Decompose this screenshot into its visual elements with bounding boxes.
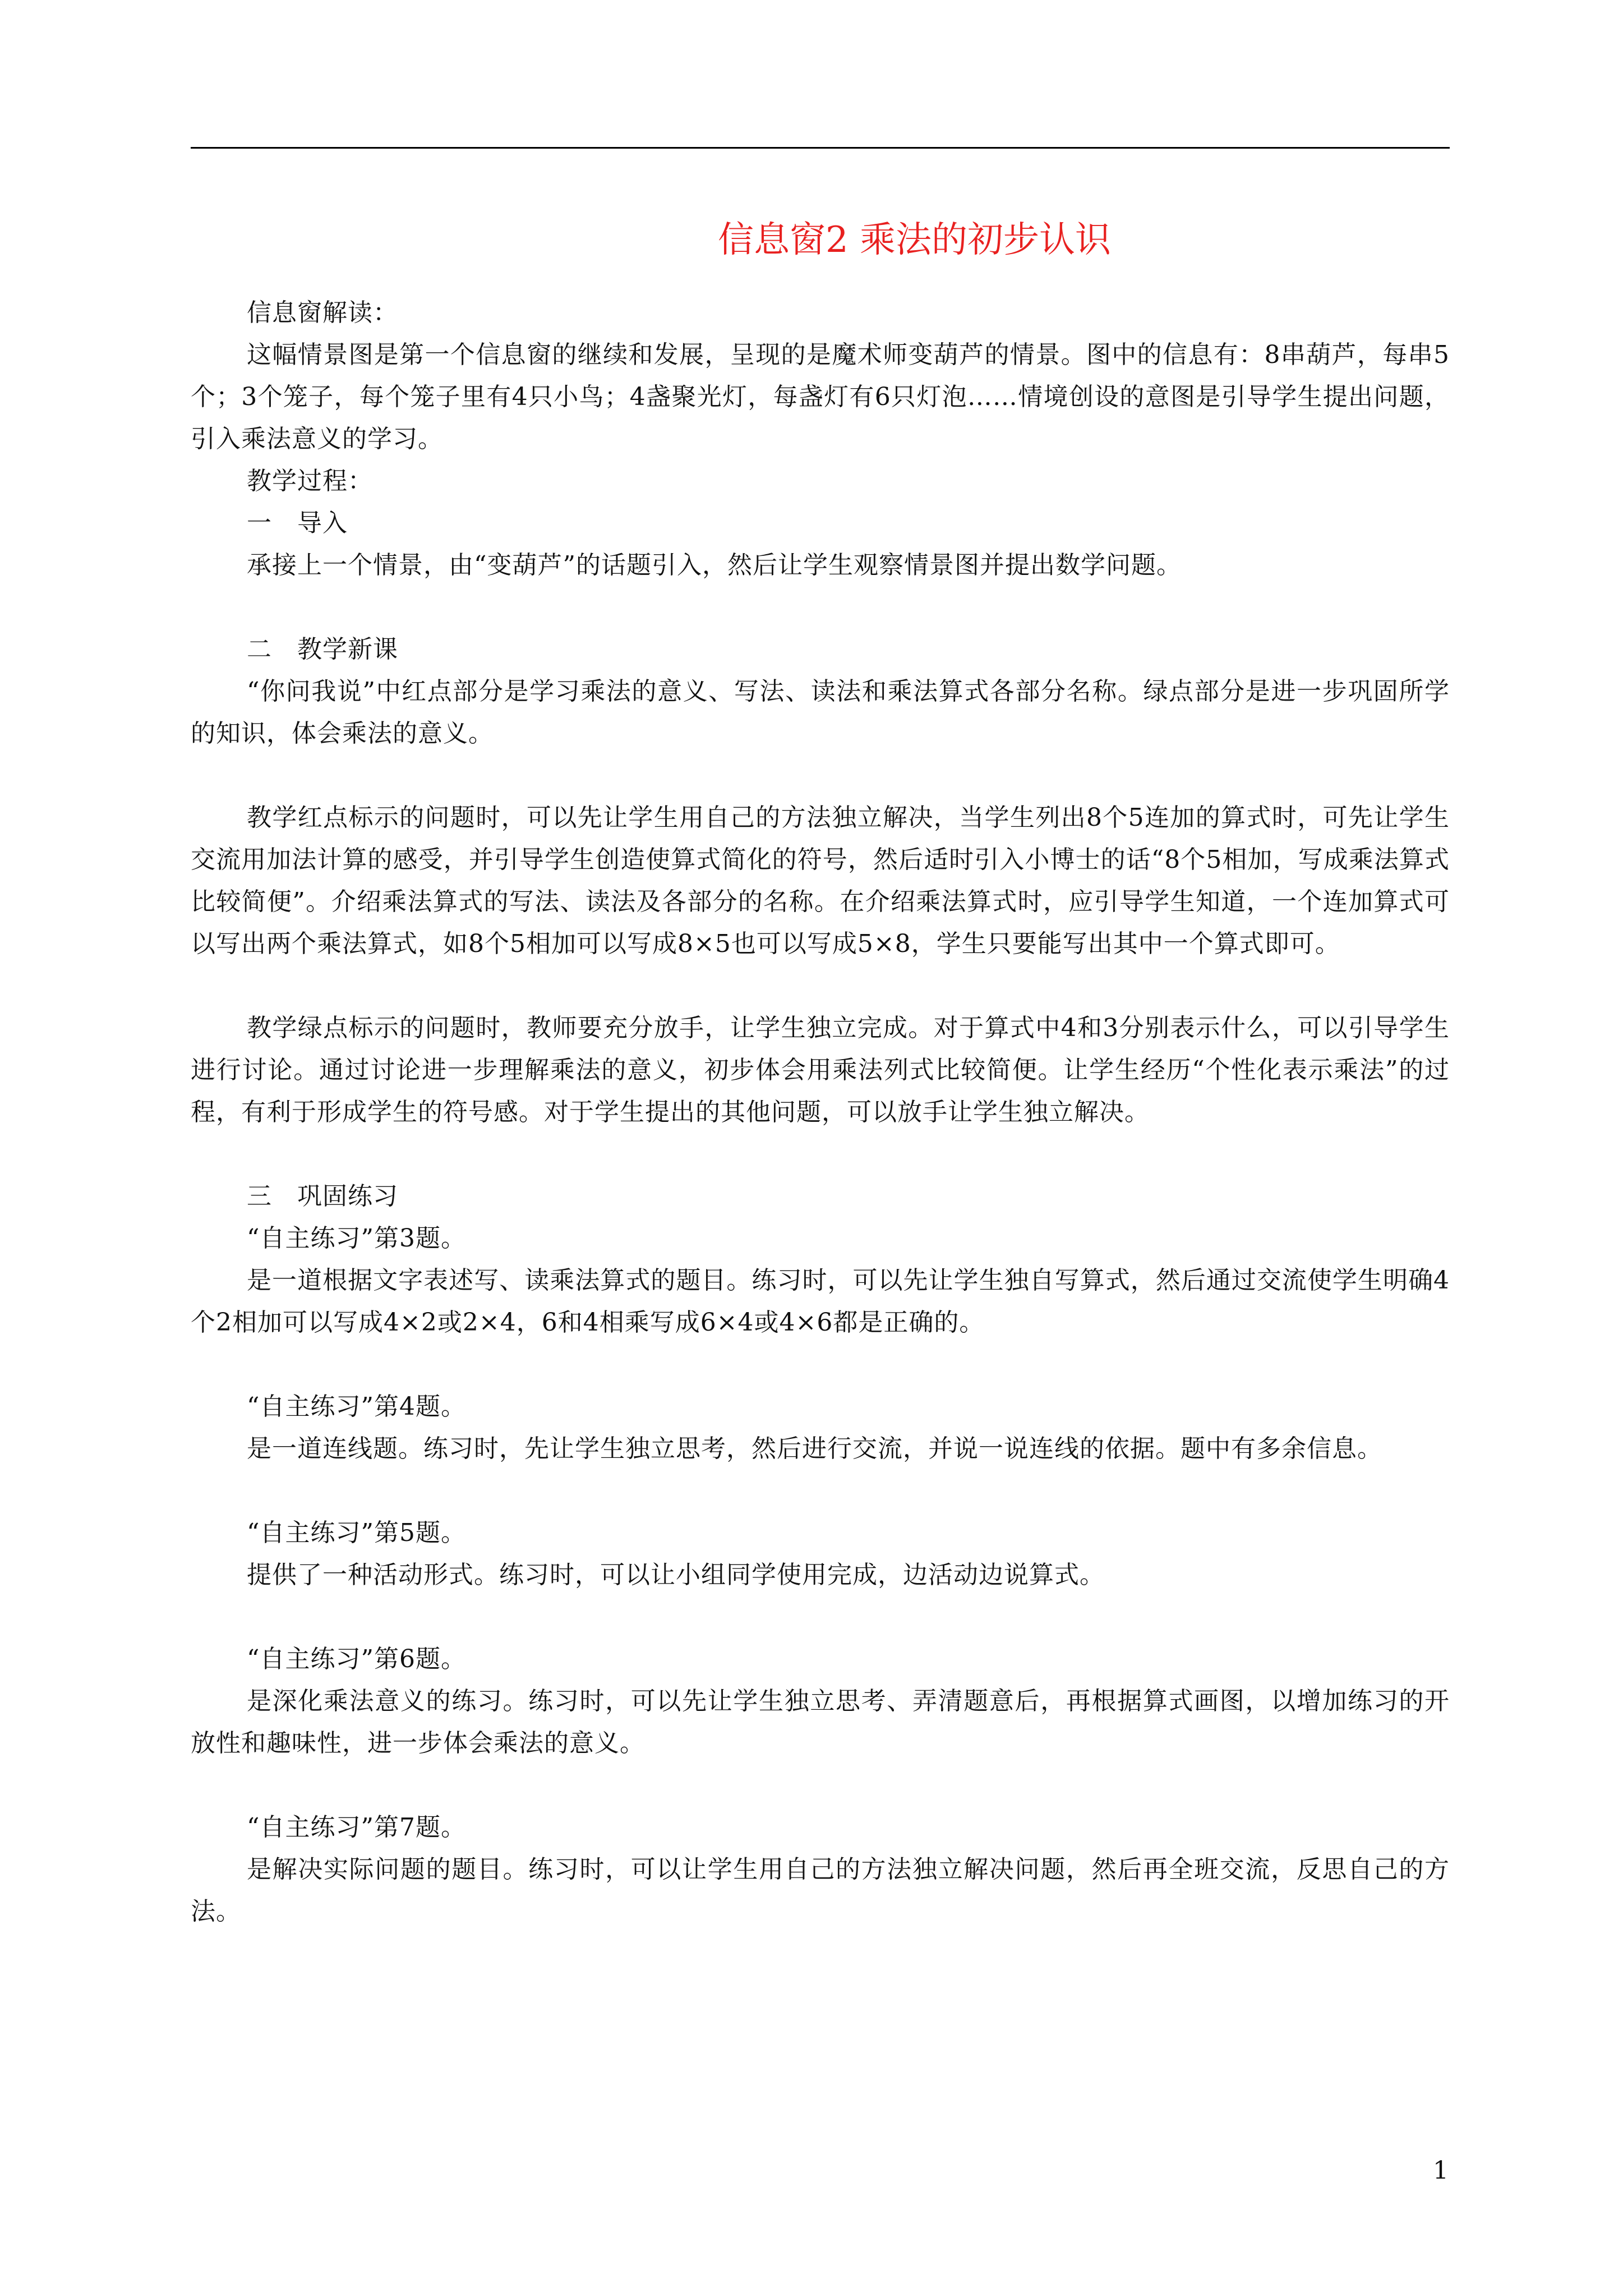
header-rule [191,147,1450,149]
paragraph: 二 教学新课 [247,635,398,664]
paragraph: 是一道根据文字表述写、读乘法算式的题目。练习时，可以先让学生独自写算式，然后通过交流使学生明确4个2相加可以写成4×2或2×4，6和4相乘写成6×4或4×6都是正确的。 [191,1266,1450,1337]
paragraph-gap [191,1470,1450,1512]
paragraph-gap [191,1133,1450,1175]
paragraph: “你问我说”中红点部分是学习乘法的意义、写法、读法和乘法算式各部分名称。绿点部分是进一步巩固所学的知识，体会乘法的意义。 [191,677,1450,748]
paragraph: “自主练习”第3题。 [247,1224,466,1253]
paragraph: 信息窗解读： [247,298,398,327]
paragraph-gap [191,1343,1450,1386]
paragraph: 教学绿点标示的问题时，教师要充分放手，让学生独立完成。对于算式中4和3分别表示什么，可以引导学生进行讨论。通过讨论进一步理解乘法的意义，初步体会用乘法列式比较简便。让学生经历“个性化表示乘法”的过程，有利于形成学生的符号感。对于学生提出的其他问题，可以放手让学生独立解决。 [191,1014,1450,1126]
paragraph: “自主练习”第4题。 [247,1392,466,1421]
paragraph: 一 导入 [247,509,348,537]
document-body [191,292,1450,1932]
paragraph: “自主练习”第7题。 [247,1813,466,1842]
paragraph: 是深化乘法意义的练习。练习时，可以先让学生独立思考、弄清题意后，再根据算式画图，以增加练习的开放性和趣味性，进一步体会乘法的意义。 [191,1687,1450,1757]
paragraph: 是解决实际问题的题目。练习时，可以让学生用自己的方法独立解决问题，然后再全班交流，反思自己的方法。 [191,1855,1450,1926]
paragraph: 三 巩固练习 [247,1182,398,1211]
paragraph: 是一道连线题。练习时，先让学生独立思考，然后进行交流，并说一说连线的依据。题中有多余信息。 [247,1434,1382,1463]
paragraph-gap [191,965,1450,1007]
paragraph-gap [191,754,1450,797]
paragraph: 教学过程： [247,467,373,495]
paragraph: 这幅情景图是第一个信息窗的继续和发展，呈现的是魔术师变葫芦的情景。图中的信息有：8串葫芦，每串5个；3个笼子，每个笼子里有4只小鸟；4盏聚光灯，每盏灯有6只灯泡……情境创设的意图是引导学生提出问题，引入乘法意义的学习。 [191,341,1450,453]
document-title: 信息窗2 乘法的初步认识 [718,219,1112,261]
paragraph: “自主练习”第6题。 [247,1645,466,1673]
paragraph: 教学红点标示的问题时，可以先让学生用自己的方法独立解决，当学生列出8个5连加的算式时，可先让学生交流用加法计算的感受，并引导学生创造使算式简化的符号，然后适时引入小博士的话“8个5相加，写成乘法算式比较简便”。介绍乘法算式的写法、读法及各部分的名称。在介绍乘法算式时，应引导学生知道，一个连加算式可以写出两个乘法算式，如8个5相加可以写成8×5也可以写成5×8，学生只要能写出其中一个算式即可。 [191,803,1450,958]
paragraph-gap [191,1764,1450,1806]
paragraph: 承接上一个情景，由“变葫芦”的话题引入，然后让学生观察情景图并提出数学问题。 [247,551,1182,579]
paragraph-gap [191,1596,1450,1638]
paragraph: 提供了一种活动形式。练习时，可以让小组同学使用完成，边活动边说算式。 [247,1561,1105,1589]
page-number: 1 [1433,2156,1449,2185]
paragraph: “自主练习”第5题。 [247,1519,466,1547]
paragraph-gap [191,586,1450,628]
